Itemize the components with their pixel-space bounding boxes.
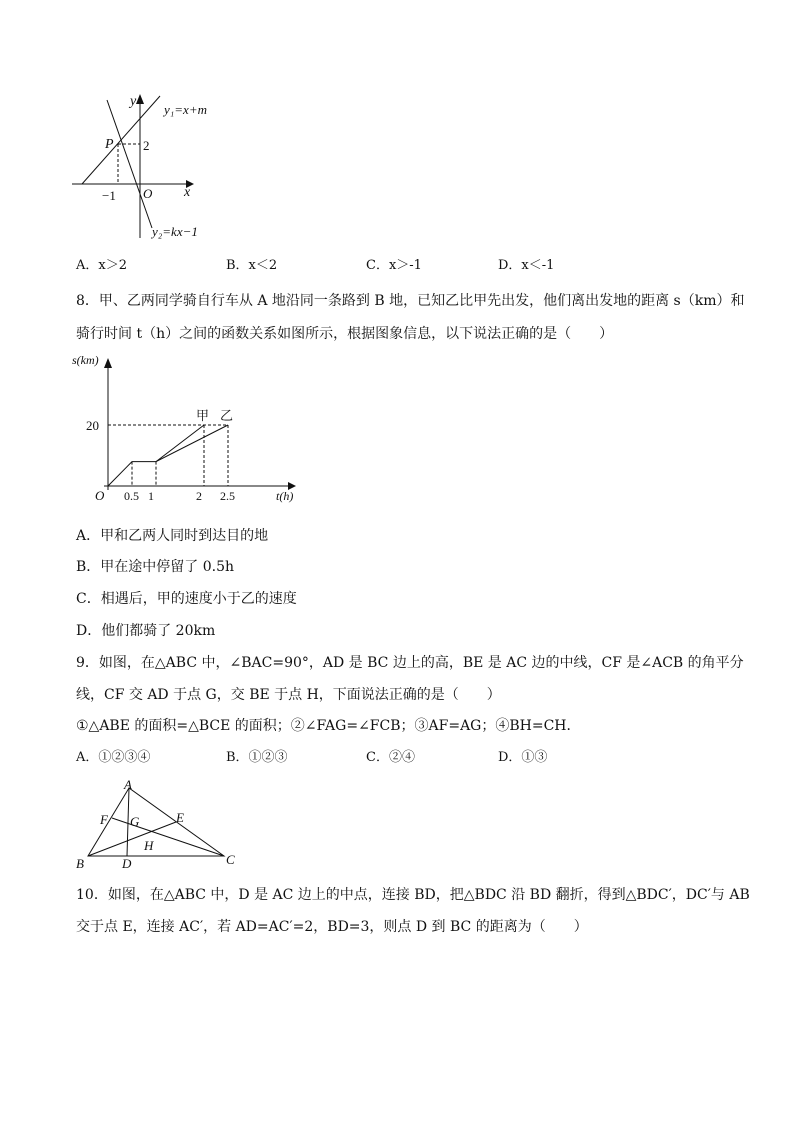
q9-triangle-figure	[70, 778, 250, 870]
q7-option-d[interactable]: D．x＜-1	[498, 258, 555, 273]
q8-stem-line1: 8．甲、乙两同学骑自行车从 A 地沿同一条路到 B 地，已知乙比甲先出发，他们离出发地的距离 s（km）和	[76, 293, 745, 309]
origin-label: O	[95, 488, 105, 503]
q8-option-a[interactable]: A．甲和乙两人同时到达目的地	[76, 528, 269, 544]
q9-statements: ①△ABE 的面积=△BCE 的面积；②∠FAG=∠FCB；③AF=AG；④BH=CH．	[76, 718, 581, 734]
q9-option-b[interactable]: B．①②③	[226, 750, 288, 765]
line1-label: y₁=x+m	[164, 102, 207, 117]
bisector-cf	[112, 818, 224, 856]
q9-option-c[interactable]: C．②④	[366, 750, 415, 765]
vertex-b-label: B	[76, 856, 84, 871]
q9-option-a[interactable]: A．①②③④	[76, 750, 151, 765]
point-d-label: D	[122, 856, 132, 871]
q8-option-c[interactable]: C．相遇后，甲的速度小于乙的速度	[76, 591, 297, 607]
series-line-1	[108, 425, 228, 486]
tick-y-2: 2	[143, 138, 150, 153]
q7-option-a[interactable]: A．x＞2	[76, 258, 127, 273]
q7-option-b[interactable]: B．x＜2	[226, 258, 278, 273]
y-tick-label: 20	[86, 418, 99, 433]
point-p-label: P	[105, 137, 114, 152]
series-line-0	[156, 425, 204, 462]
q8-stem-line2: 骑行时间 t（h）之间的函数关系如图所示，根据图象信息，以下说法正确的是（ ）	[76, 326, 614, 342]
vertex-c-label: C	[226, 852, 235, 867]
x-tick-label: 0.5	[124, 489, 139, 503]
q8-option-b[interactable]: B．甲在途中停留了 0.5h	[76, 559, 235, 575]
y-axis-arrow-icon	[104, 358, 112, 368]
q7-figure	[60, 88, 260, 248]
point-g-label: G	[130, 814, 140, 829]
x-axis-label: t(h)	[276, 489, 294, 503]
q9-option-d[interactable]: D．①③	[498, 750, 548, 765]
altitude-ad	[127, 788, 129, 856]
series-label-1: 乙	[220, 408, 234, 423]
series-label-0: 甲	[196, 408, 210, 423]
y-axis-label: y	[130, 94, 137, 109]
point-f-label: F	[100, 812, 108, 827]
triangle-abc	[88, 788, 224, 856]
tick-x-minus1: −1	[102, 188, 116, 203]
q9-stem-line2: 线，CF 交 AD 于点 G，交 BE 于点 H，下面说法正确的是（ ）	[76, 687, 501, 703]
x-tick-label: 2.5	[220, 489, 235, 503]
point-h-label: H	[144, 838, 154, 853]
y-axis-arrow-icon	[136, 94, 144, 104]
line2-label: y₂=kx−1	[152, 224, 198, 239]
origin-label: O	[143, 186, 153, 201]
x-axis-label: x	[184, 185, 191, 200]
q8-option-d[interactable]: D．他们都骑了 20km	[76, 623, 216, 639]
x-tick-label: 1	[148, 489, 154, 503]
q9-stem-line1: 9．如图，在△ABC 中，∠BAC=90°，AD 是 BC 边上的高，BE 是 AC 边的中线，CF 是∠ACB 的角平分	[76, 655, 744, 671]
q8-chart	[68, 348, 294, 508]
point-e-label: E	[176, 810, 184, 825]
vertex-a-label: A	[124, 777, 132, 792]
line-y2	[107, 100, 152, 228]
y-axis-label: s(km)	[72, 353, 99, 367]
q7-option-c[interactable]: C．x＞-1	[366, 258, 422, 273]
q10-stem-line1: 10．如图，在△ABC 中，D 是 AC 边上的中点，连接 BD，把△BDC 沿 BD 翻折，得到△BDC′，DC′与 AB	[76, 887, 750, 903]
q10-stem-line2: 交于点 E，连接 AC′，若 AD=AC′=2，BD=3，则点 D 到 BC 的距离为（ ）	[76, 919, 588, 935]
x-tick-label: 2	[196, 489, 202, 503]
